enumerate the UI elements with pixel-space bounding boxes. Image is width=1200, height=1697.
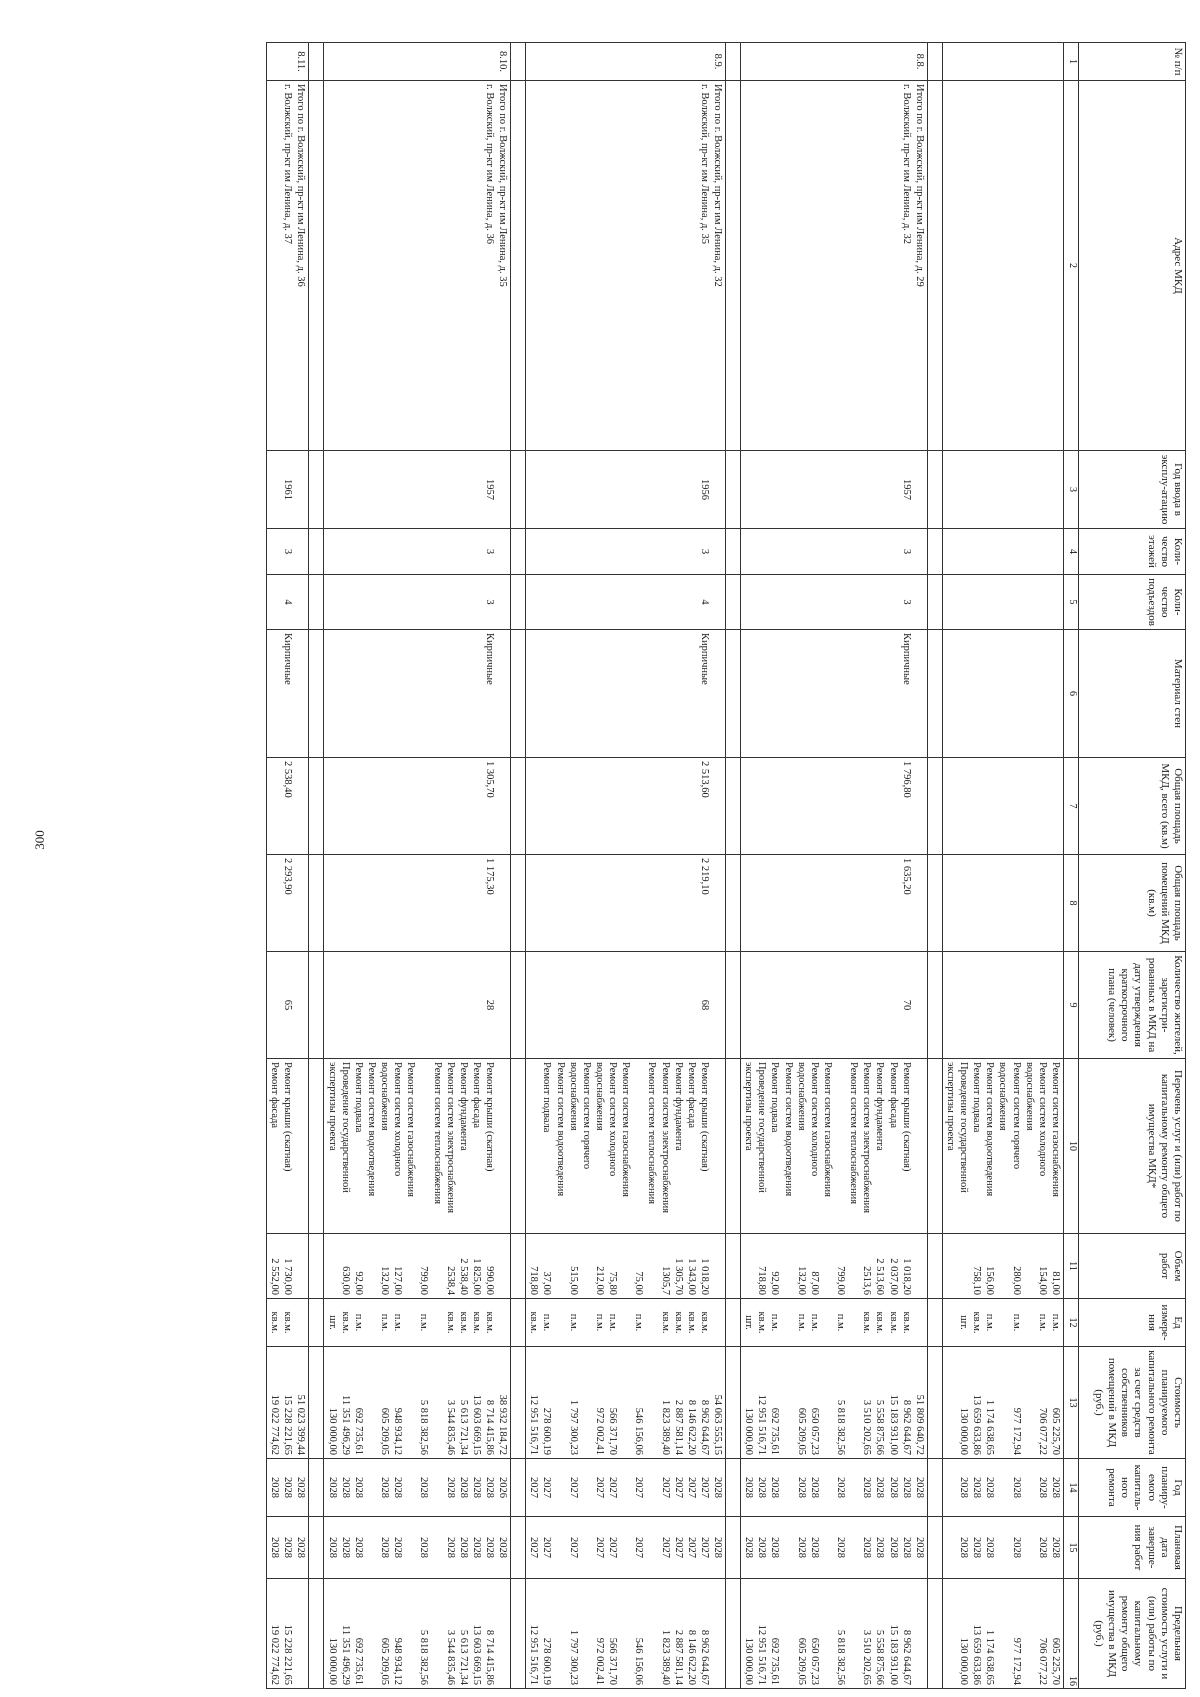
column-number: 3 bbox=[1064, 451, 1079, 529]
total-area-cell: 1 796,80 bbox=[741, 758, 928, 855]
header-cell: Год ввода в эксплу-атацию bbox=[1079, 451, 1186, 529]
walls-cell: Кирпичные bbox=[267, 630, 309, 758]
address-cell bbox=[942, 81, 1063, 451]
unit-cell: кв.м. кв.м. кв.м. кв.м. п.м. п.м. п.м. п.м. кв.м. шт. bbox=[324, 1299, 511, 1347]
max-cost-cell: 8 962 644,67 8 146 622,20 2 887 581,14 1 823 389,40 546 156,06 566 371,70 972 002,41 1 797 300,23 278 600,19 12 951 516,71 bbox=[526, 1579, 726, 1689]
column-number: 13 bbox=[1064, 1347, 1079, 1459]
volume-cell: 1 018,20 1 343,00 1 305,70 1305,7 75,00 75,80 212,00 515,00 37,00 718,80 bbox=[526, 1234, 726, 1299]
total-area-cell: 2 513,60 bbox=[526, 758, 726, 855]
column-number: 10 bbox=[1064, 1059, 1079, 1234]
entrances-cell bbox=[942, 575, 1063, 630]
year-cell: 1956 bbox=[526, 451, 726, 529]
table-row bbox=[942, 43, 1063, 1689]
column-number: 4 bbox=[1064, 529, 1079, 575]
cost-cell: 51 023 399,44 15 228 221,65 19 022 774,62 bbox=[267, 1347, 309, 1459]
year-cell: 1957 bbox=[741, 451, 928, 529]
column-number: 16 bbox=[1064, 1579, 1079, 1689]
table-row bbox=[324, 43, 511, 1689]
max-cost-cell: 605 225,70 706 077,22 977 172,94 1 174 638,65 13 659 633,86 130 000,00 bbox=[942, 1579, 1063, 1689]
column-number: 12 bbox=[1064, 1299, 1079, 1347]
table-row bbox=[741, 43, 928, 1689]
cost-cell: 54 063 555,15 8 962 644,67 8 146 622,20 2 887 581,14 1 823 389,40 546 156,06 566 371,70 972 002,41 1 797 300,23 278 600,19 12 951 516,71 bbox=[526, 1347, 726, 1459]
floors-cell: 3 bbox=[324, 529, 511, 575]
row-number: 8.9. bbox=[526, 43, 726, 81]
works-cell: Ремонт крыши (скатная) Ремонт фасада Ремонт фундамента Ремонт систем электроснабжения Ремонт систем теплоснабжения Ремонт систем газоснабжения Ремонт систем холодного водоснабжения Ремонт систем горячего водоснабжения Ремонт систем водоотведения Ремонт подвала bbox=[526, 1059, 726, 1234]
address-cell: Итого по г. Волжский, пр-кт им Ленина, д. 36 г. Волжский, пр-кт им Ленина, д. 37 bbox=[267, 81, 309, 451]
works-cell: Ремонт крыши (скатная) Ремонт фасада bbox=[267, 1059, 309, 1234]
residents-cell: 28 bbox=[324, 952, 511, 1059]
works-cell: Ремонт крыши (скатная) Ремонт фасада Ремонт фундамента Ремонт систем электроснабжения Ремонт систем теплоснабжения Ремонт систем газоснабжения Ремонт систем холодного водоснабжения Ремонт систем водоотведения Ремонт подвала Проведение государственной экспертизы проекта bbox=[741, 1059, 928, 1234]
header-row bbox=[1079, 43, 1186, 1689]
row-separator bbox=[511, 43, 526, 1689]
plan-year-cell: 2028 2028 2028 2028 2028 2028 bbox=[942, 1459, 1063, 1517]
column-number: 9 bbox=[1064, 952, 1079, 1059]
floors-cell bbox=[942, 529, 1063, 575]
end-date-cell: 2028 2028 2028 2028 2028 2028 bbox=[942, 1517, 1063, 1579]
row-number: 8.11. bbox=[267, 43, 309, 81]
premises-area-cell bbox=[942, 855, 1063, 952]
row-separator bbox=[309, 43, 324, 1689]
row-number: 8.10. bbox=[324, 43, 511, 81]
walls-cell: Кирпичные bbox=[526, 630, 726, 758]
total-area-cell: 1 305,70 bbox=[324, 758, 511, 855]
column-number: 8 bbox=[1064, 855, 1079, 952]
header-cell: Количество жителей, зарегистри-рованных в МКД на дату утверждения краткосрочного плана (человек) bbox=[1079, 952, 1186, 1059]
column-number: 1 bbox=[1064, 43, 1079, 81]
header-cell: Общая площадь помещений МКД (кв.м) bbox=[1079, 855, 1186, 952]
plan-year-cell: 2028 2028 2028 bbox=[267, 1459, 309, 1517]
residents-cell: 68 bbox=[526, 952, 726, 1059]
header-cell: Адрес МКД bbox=[1079, 81, 1186, 451]
row-number bbox=[942, 43, 1063, 81]
year-cell bbox=[942, 451, 1063, 529]
floors-cell: 3 bbox=[267, 529, 309, 575]
volume-cell: 1 018,20 2 037,00 2 513,60 2513,6 799,00 87,00 132,00 92,00 718,80 bbox=[741, 1234, 928, 1299]
end-date-cell: 2028 2028 2028 2028 2028 2028 2028 2028 2028 2028 2028 bbox=[324, 1517, 511, 1579]
residents-cell: 65 bbox=[267, 952, 309, 1059]
unit-cell: п.м. п.м. п.м. п.м. кв.м. шт. bbox=[942, 1299, 1063, 1347]
year-cell: 1961 bbox=[267, 451, 309, 529]
residents-cell bbox=[942, 952, 1063, 1059]
volume-cell: 990,00 1 825,00 2 538,40 2538,4 799,00 127,00 132,00 92,00 630,00 bbox=[324, 1234, 511, 1299]
plan-year-cell: 2028 2027 2027 2027 2027 2027 2027 2027 2027 2027 2027 bbox=[526, 1459, 726, 1517]
end-date-cell: 2028 2028 2028 bbox=[267, 1517, 309, 1579]
volume-cell: 81,00 154,00 280,00 156,00 758,10 bbox=[942, 1234, 1063, 1299]
plan-year-cell: 2028 2028 2028 2028 2028 2028 2028 2028 2028 2028 2028 bbox=[741, 1459, 928, 1517]
address-cell: Итого по г. Волжский, пр-кт им Ленина, д. 35 г. Волжский, пр-кт им Ленина, д. 36 bbox=[324, 81, 511, 451]
header-cell: Коли-чество подъездов bbox=[1079, 575, 1186, 630]
floors-cell: 3 bbox=[526, 529, 726, 575]
column-number: 5 bbox=[1064, 575, 1079, 630]
header-cell: Объем работ bbox=[1079, 1234, 1186, 1299]
column-number: 11 bbox=[1064, 1234, 1079, 1299]
header-cell: Плановая дата заверше-ния работ bbox=[1079, 1517, 1186, 1579]
column-number: 14 bbox=[1064, 1459, 1079, 1517]
header-cell: Ед измере-ния bbox=[1079, 1299, 1186, 1347]
header-cell: Общая площадь МКД, всего (кв.м) bbox=[1079, 758, 1186, 855]
premises-area-cell: 1 175,30 bbox=[324, 855, 511, 952]
entrances-cell: 3 bbox=[324, 575, 511, 630]
column-number: 15 bbox=[1064, 1517, 1079, 1579]
rotated-table-wrapper bbox=[62, 42, 1186, 1688]
residents-cell: 70 bbox=[741, 952, 928, 1059]
unit-cell: кв.м. кв.м. кв.м. кв.м. п.м. п.м. п.м. п.м. п.м. кв.м. bbox=[526, 1299, 726, 1347]
year-cell: 1957 bbox=[324, 451, 511, 529]
floors-cell: 3 bbox=[741, 529, 928, 575]
header-cell: № п/п bbox=[1079, 43, 1186, 81]
end-date-cell: 2028 2027 2027 2027 2027 2027 2027 2027 2027 2027 2027 bbox=[526, 1517, 726, 1579]
table-row bbox=[267, 43, 309, 1689]
walls-cell: Кирпичные bbox=[741, 630, 928, 758]
cost-cell: 51 809 640,72 8 962 644,67 15 183 931,00 5 558 875,66 3 510 202,65 5 818 382,56 650 057,23 605 209,05 692 735,61 12 951 516,71 130 000,00 bbox=[741, 1347, 928, 1459]
page-number: 300 bbox=[32, 830, 47, 850]
walls-cell: Кирпичные bbox=[324, 630, 511, 758]
max-cost-cell: 8 962 644,67 15 183 931,00 5 558 875,66 3 510 202,65 5 818 382,56 650 057,23 605 209,05 692 735,61 12 951 516,71 130 000,00 bbox=[741, 1579, 928, 1689]
works-cell: Ремонт систем газоснабжения Ремонт систем холодного водоснабжения Ремонт систем горячего водоснабжения Ремонт систем водоотведения Ремонт подвала Проведение государственной экспертизы проекта bbox=[942, 1059, 1063, 1234]
total-area-cell bbox=[942, 758, 1063, 855]
header-cell: Год планиру-емого капиталь-ного ремонта bbox=[1079, 1459, 1186, 1517]
row-number: 8.8. bbox=[741, 43, 928, 81]
walls-cell bbox=[942, 630, 1063, 758]
works-cell: Ремонт крыши (скатная) Ремонт фасада Ремонт фундамента Ремонт систем электроснабжения Ремонт систем теплоснабжения Ремонт систем газоснабжения Ремонт систем холодного водоснабжения Ремонт систем водоотведения Ремонт подвала Проведение государственной экспертизы проекта bbox=[324, 1059, 511, 1234]
premises-area-cell: 1 635,20 bbox=[741, 855, 928, 952]
header-cell: Предельная стоимость услуги и (или) работы по капитальному ремонту общего имущества в МКД (руб.) bbox=[1079, 1579, 1186, 1689]
max-cost-cell: 8 714 415,86 13 603 669,15 5 613 721,34 3 544 835,46 5 818 382,56 948 934,12 605 209,05 692 735,61 11 351 496,29 130 000,00 bbox=[324, 1579, 511, 1689]
entrances-cell: 3 bbox=[741, 575, 928, 630]
entrances-cell: 4 bbox=[267, 575, 309, 630]
column-number-row bbox=[1064, 43, 1079, 1689]
header-cell: Материал стен bbox=[1079, 630, 1186, 758]
unit-cell: кв.м. кв.м. bbox=[267, 1299, 309, 1347]
volume-cell: 1 730,00 2 552,00 bbox=[267, 1234, 309, 1299]
address-cell: Итого по г. Волжский, пр-кт им Ленина, д. 32 г. Волжский, пр-кт им Ленина, д. 35 bbox=[526, 81, 726, 451]
cost-cell: 605 225,70 706 077,22 977 172,94 1 174 638,65 13 659 633,86 130 000,00 bbox=[942, 1347, 1063, 1459]
plan-year-cell: 2026 2028 2028 2028 2028 2028 2028 2028 2028 2028 2028 bbox=[324, 1459, 511, 1517]
capital-repair-plan-table bbox=[266, 42, 1186, 1689]
entrances-cell: 4 bbox=[526, 575, 726, 630]
header-cell: Перечень услуг и (или) работ по капитальному ремонту общего имущества МКД* bbox=[1079, 1059, 1186, 1234]
column-number: 7 bbox=[1064, 758, 1079, 855]
total-area-cell: 2 538,40 bbox=[267, 758, 309, 855]
unit-cell: кв.м. кв.м. кв.м. кв.м. п.м. п.м. п.м. п.м. кв.м. шт. bbox=[741, 1299, 928, 1347]
row-separator bbox=[927, 43, 942, 1689]
row-separator bbox=[726, 43, 741, 1689]
premises-area-cell: 2 219,10 bbox=[526, 855, 726, 952]
column-number: 2 bbox=[1064, 81, 1079, 451]
end-date-cell: 2028 2028 2028 2028 2028 2028 2028 2028 2028 2028 2028 bbox=[741, 1517, 928, 1579]
address-cell: Итого по г. Волжский, пр-кт им Ленина, д. 29 г. Волжский, пр-кт им Ленина, д. 32 bbox=[741, 81, 928, 451]
max-cost-cell: 15 228 221,65 19 022 774,62 bbox=[267, 1579, 309, 1689]
column-number: 6 bbox=[1064, 630, 1079, 758]
table-row bbox=[526, 43, 726, 1689]
premises-area-cell: 2 293,90 bbox=[267, 855, 309, 952]
cost-cell: 38 932 184,72 8 714 415,86 13 603 669,15 5 613 721,34 3 544 835,46 5 818 382,56 948 934,12 605 209,05 692 735,61 11 351 496,29 130 000,00 bbox=[324, 1347, 511, 1459]
header-cell: Коли-чество этажей bbox=[1079, 529, 1186, 575]
header-cell: Стоимость планируемого капитального ремонта за счет средств собственников помещений в МКД (руб.) bbox=[1079, 1347, 1186, 1459]
